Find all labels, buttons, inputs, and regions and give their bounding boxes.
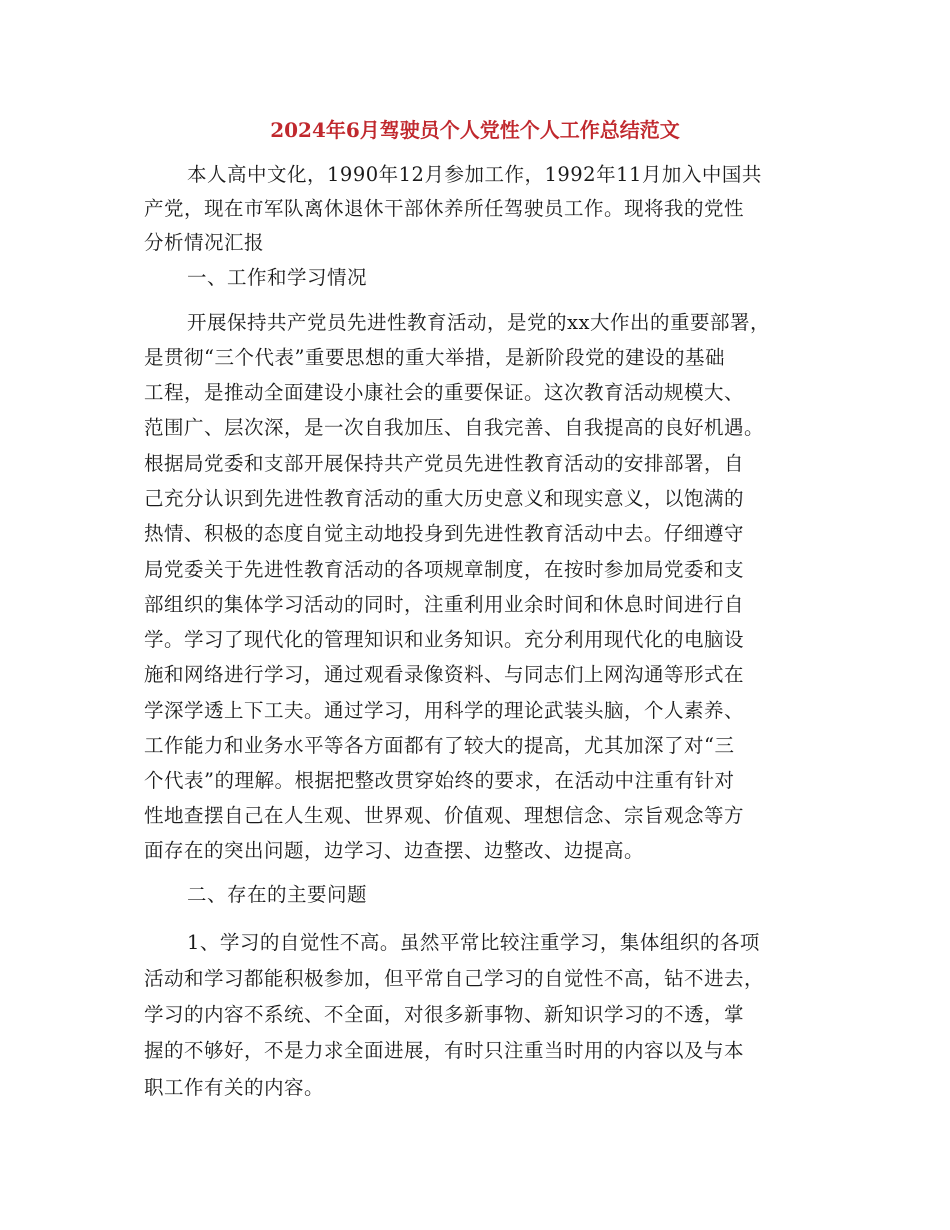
paragraph-line: 个代表”的理解。根据把整改贯穿始终的要求，在活动中注重有针对 bbox=[144, 769, 735, 792]
paragraph-line: 部组织的集体学习活动的同时，注重利用业余时间和休息时间进行自 bbox=[144, 593, 745, 616]
paragraph-line: 是贯彻“三个代表”重要思想的重大举措，是新阶段党的建设的基础 bbox=[144, 346, 725, 369]
section-heading: 二、存在的主要问题 bbox=[187, 883, 368, 906]
document-title: 2024年6月驾驶员个人党性个人工作总结范文 bbox=[270, 118, 680, 142]
section-heading: 一、工作和学习情况 bbox=[187, 266, 368, 289]
paragraph-line: 1、学习的自觉性不高。虽然平常比较注重学习，集体组织的各项 bbox=[187, 931, 760, 954]
paragraph-line: 产党，现在市军队离休退休干部休养所任驾驶员工作。现将我的党性 bbox=[144, 197, 745, 220]
paragraph-line: 学。学习了现代化的管理知识和业务知识。充分利用现代化的电脑设 bbox=[144, 628, 745, 651]
paragraph-line: 局党委关于先进性教育活动的各项规章制度，在按时参加局党委和支 bbox=[144, 558, 745, 581]
paragraph-line: 本人高中文化，1990年12月参加工作，1992年11月加入中国共 bbox=[187, 163, 762, 186]
paragraph-line: 工作能力和业务水平等各方面都有了较大的提高，尤其加深了对“三 bbox=[144, 734, 735, 757]
paragraph-line: 范围广、层次深，是一次自我加压、自我完善、自我提高的良好机遇。 bbox=[144, 416, 765, 439]
paragraph-line: 学习的内容不系统、不全面，对很多新事物、新知识学习的不透，掌 bbox=[144, 1003, 745, 1026]
paragraph-line: 工程，是推动全面建设小康社会的重要保证。这次教育活动规模大、 bbox=[144, 381, 745, 404]
paragraph-line: 面存在的突出问题，边学习、边查摆、边整改、边提高。 bbox=[144, 839, 645, 862]
paragraph-line: 热情、积极的态度自觉主动地投身到先进性教育活动中去。仔细遵守 bbox=[144, 522, 745, 545]
paragraph-line: 施和网络进行学习，通过观看录像资料、与同志们上网沟通等形式在 bbox=[144, 663, 745, 686]
paragraph-line: 己充分认识到先进性教育活动的重大历史意义和现实意义，以饱满的 bbox=[144, 487, 745, 510]
paragraph-line: 学深学透上下工夫。通过学习，用科学的理论武装头脑，个人素养、 bbox=[144, 699, 745, 722]
paragraph-line: 活动和学习都能积极参加，但平常自己学习的自觉性不高，钻不进去， bbox=[144, 967, 765, 990]
paragraph-line: 根据局党委和支部开展保持共产党员先进性教育活动的安排部署，自 bbox=[144, 452, 745, 475]
paragraph-line: 分析情况汇报 bbox=[144, 231, 265, 254]
paragraph-line: 性地查摆自己在人生观、世界观、价值观、理想信念、宗旨观念等方 bbox=[144, 804, 745, 827]
paragraph-line: 职工作有关的内容。 bbox=[144, 1076, 325, 1099]
paragraph-line: 握的不够好，不是力求全面进展，有时只注重当时用的内容以及与本 bbox=[144, 1039, 745, 1062]
paragraph-line: 开展保持共产党员先进性教育活动，是党的xx大作出的重要部署， bbox=[187, 311, 770, 334]
